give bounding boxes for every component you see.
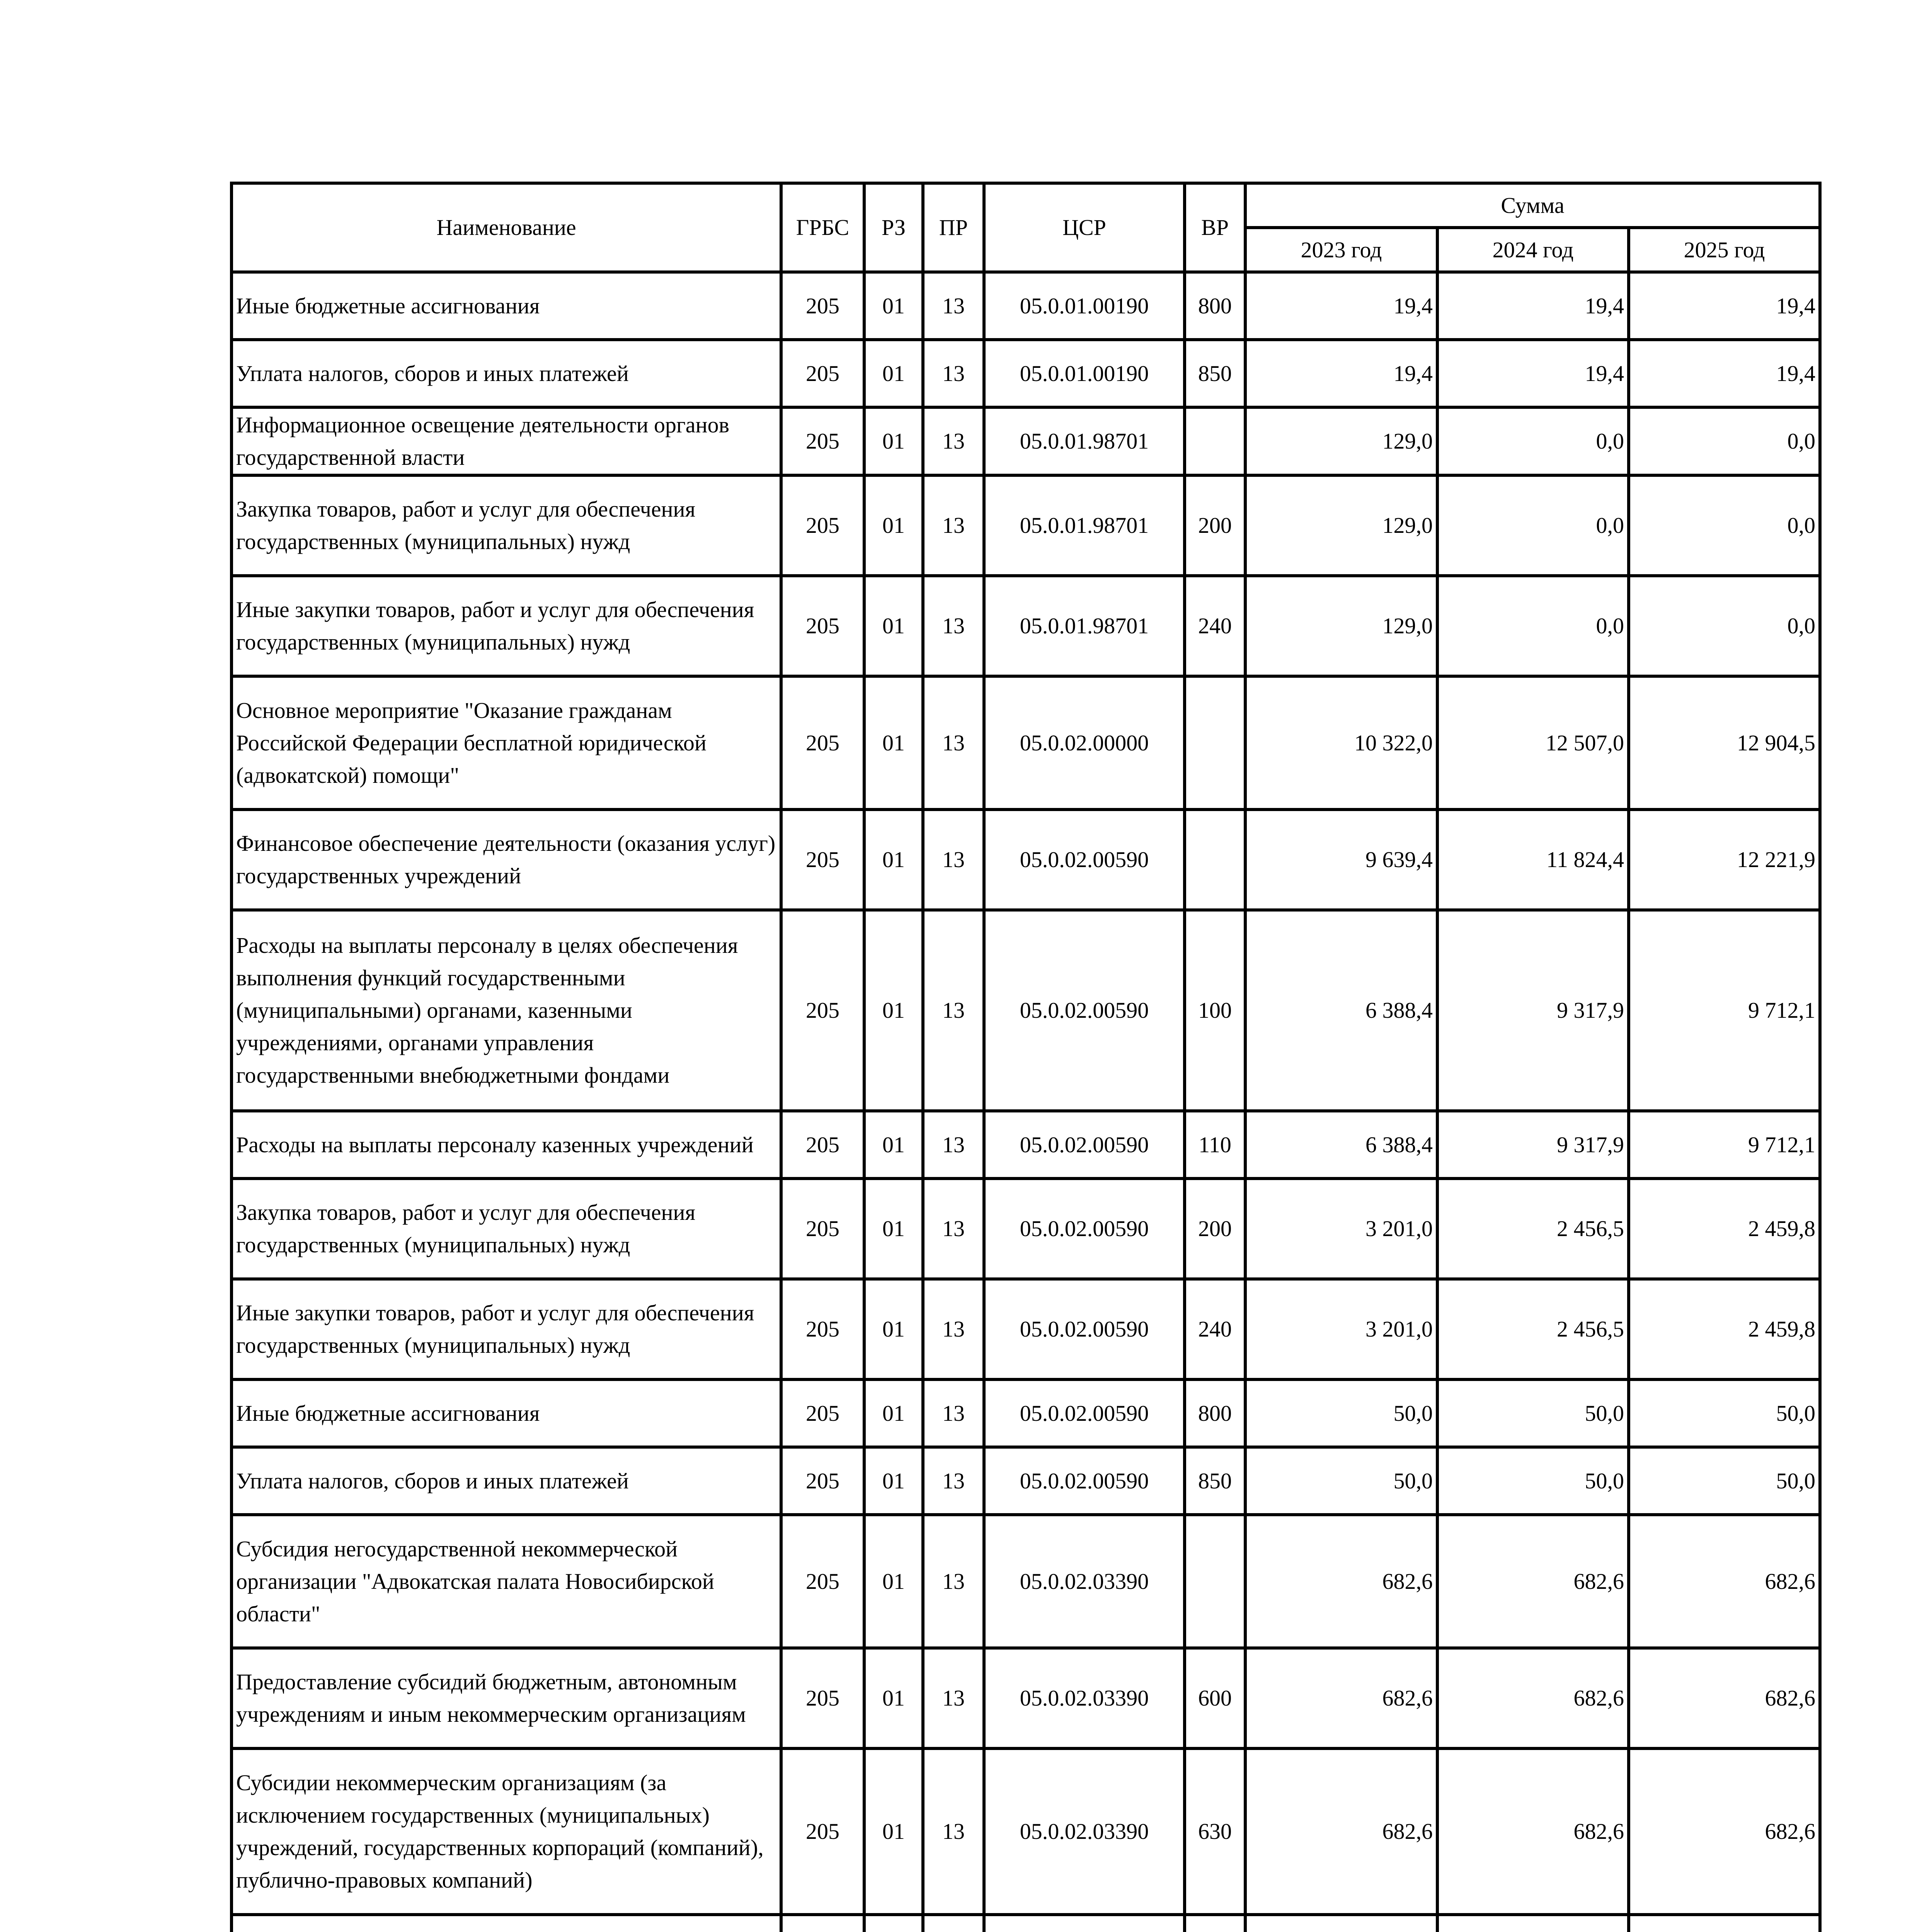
table-cell-pr: 13 (923, 1648, 984, 1748)
table-cell-2024 (1437, 1915, 1629, 1932)
table-cell-2024: 0,0 (1437, 576, 1629, 676)
table-row (232, 1447, 1820, 1515)
table-cell-name: Уплата налогов, сборов и иных платежей (232, 1447, 781, 1515)
table-cell-2024: 2 456,5 (1437, 1179, 1629, 1279)
table-cell-csr: 05.0.02.00590 (984, 1279, 1185, 1379)
table-cell-grbs: 205 (781, 676, 864, 810)
table-cell-name: Информационное освещение деятельности органов государственной власти (232, 407, 781, 475)
table-cell-2025: 19,4 (1629, 272, 1820, 340)
table-cell-csr (984, 1915, 1185, 1932)
table-cell-vr: 800 (1185, 272, 1245, 340)
table-cell-rz: 01 (864, 576, 923, 676)
table-row (232, 1515, 1820, 1648)
table-cell-2025: 682,6 (1629, 1748, 1820, 1915)
header-year-2023: 2023 год (1245, 228, 1437, 272)
table-cell-pr: 13 (923, 810, 984, 910)
table-cell-vr: 600 (1185, 1648, 1245, 1748)
table-row (232, 1379, 1820, 1447)
table-cell-pr: 13 (923, 407, 984, 475)
table-cell-csr: 05.0.02.03390 (984, 1515, 1185, 1648)
table-row (232, 475, 1820, 576)
table-cell-rz: 01 (864, 272, 923, 340)
table-cell-grbs: 205 (781, 407, 864, 475)
table-cell-pr: 13 (923, 1515, 984, 1648)
table-cell-2024: 50,0 (1437, 1447, 1629, 1515)
table-cell-2025: 9 712,1 (1629, 910, 1820, 1111)
table-row (232, 1748, 1820, 1915)
table-cell-2023: 129,0 (1245, 576, 1437, 676)
table-cell-grbs: 205 (781, 1515, 864, 1648)
table-cell-pr: 13 (923, 340, 984, 407)
table-cell-2023: 129,0 (1245, 475, 1437, 576)
header-year-2025: 2025 год (1629, 228, 1820, 272)
table-cell-name: Иные бюджетные ассигнования (232, 1379, 781, 1447)
header-rz: РЗ (864, 183, 923, 272)
table-row (232, 272, 1820, 340)
table-cell-rz: 01 (864, 1279, 923, 1379)
table-cell-csr: 05.0.01.00190 (984, 340, 1185, 407)
table-cell-vr: 630 (1185, 1748, 1245, 1915)
table-cell-vr: 240 (1185, 1279, 1245, 1379)
table-cell-rz: 01 (864, 340, 923, 407)
table-cell-name: Иные закупки товаров, работ и услуг для обеспечения государственных (муниципальных) нужд (232, 1279, 781, 1379)
table-cell-name: Предоставление субсидий бюджетным, автономным учреждениям и иным некоммерческим организациям (232, 1648, 781, 1748)
table-cell-rz (864, 1915, 923, 1932)
table-cell-pr: 13 (923, 1379, 984, 1447)
table-cell-grbs: 205 (781, 910, 864, 1111)
table-cell-2024: 50,0 (1437, 1379, 1629, 1447)
table-cell-vr (1185, 676, 1245, 810)
table-row (232, 676, 1820, 810)
table-cell-rz: 01 (864, 1179, 923, 1279)
table-cell-csr: 05.0.02.03390 (984, 1648, 1185, 1748)
table-cell-csr: 05.0.02.00000 (984, 676, 1185, 810)
header-pr: ПР (923, 183, 984, 272)
table-cell-rz: 01 (864, 910, 923, 1111)
table-cell-2023: 6 388,4 (1245, 1111, 1437, 1179)
table-row (232, 407, 1820, 475)
table-cell-rz: 01 (864, 1748, 923, 1915)
table-cell-2025: 12 904,5 (1629, 676, 1820, 810)
header-sum: Сумма (1245, 183, 1820, 228)
table-cell-2025 (1629, 1915, 1820, 1932)
table-cell-csr: 05.0.02.00590 (984, 1111, 1185, 1179)
table-cell-name: Расходы на выплаты персоналу в целях обеспечения выполнения функций государственными (муниципальными) органами, казенными учреждениями, органами управления государственными внебюджетными фондами (232, 910, 781, 1111)
table-row (232, 1179, 1820, 1279)
table-cell-2025: 50,0 (1629, 1379, 1820, 1447)
table-cell-2025: 2 459,8 (1629, 1279, 1820, 1379)
table-cell-2024: 682,6 (1437, 1515, 1629, 1648)
table-cell-grbs: 205 (781, 272, 864, 340)
table-cell-csr: 05.0.01.98701 (984, 475, 1185, 576)
table-cell-2023: 3 201,0 (1245, 1279, 1437, 1379)
table-cell-2024: 9 317,9 (1437, 910, 1629, 1111)
table-cell-csr: 05.0.02.00590 (984, 1379, 1185, 1447)
table-cell-csr: 05.0.02.00590 (984, 910, 1185, 1111)
table-cell-2024: 0,0 (1437, 407, 1629, 475)
table-cell-rz: 01 (864, 407, 923, 475)
table-row (232, 576, 1820, 676)
table-cell-2023: 6 388,4 (1245, 910, 1437, 1111)
table-cell-2025: 0,0 (1629, 407, 1820, 475)
table-cell-rz: 01 (864, 1447, 923, 1515)
table-cell-vr: 240 (1185, 576, 1245, 676)
table-row (232, 1279, 1820, 1379)
table-cell-pr: 13 (923, 1279, 984, 1379)
table-cell-pr: 13 (923, 576, 984, 676)
table-cell-rz: 01 (864, 676, 923, 810)
table-cell-name: Закупка товаров, работ и услуг для обеспечения государственных (муниципальных) нужд (232, 1179, 781, 1279)
table-cell-2024: 682,6 (1437, 1748, 1629, 1915)
table-cell-pr: 13 (923, 1179, 984, 1279)
table-cell-grbs: 205 (781, 1648, 864, 1748)
table-cell-name: Субсидия негосударственной некоммерческой организации "Адвокатская палата Новосибирской области" (232, 1515, 781, 1648)
table-cell-vr: 100 (1185, 910, 1245, 1111)
table-cell-csr: 05.0.01.98701 (984, 407, 1185, 475)
table-cell-csr: 05.0.02.00590 (984, 810, 1185, 910)
table-cell-name: Расходы на выплаты персоналу казенных учреждений (232, 1111, 781, 1179)
table-cell-pr: 13 (923, 475, 984, 576)
table-row (232, 340, 1820, 407)
table-cell-2025: 50,0 (1629, 1447, 1820, 1515)
table-cell-grbs: 205 (781, 340, 864, 407)
table-cell-pr: 13 (923, 1748, 984, 1915)
table-cell-2024: 19,4 (1437, 340, 1629, 407)
table-cell-pr: 13 (923, 910, 984, 1111)
table-cell-2025: 12 221,9 (1629, 810, 1820, 910)
header-name: Наименование (232, 183, 781, 272)
table-cell-vr: 200 (1185, 1179, 1245, 1279)
table-cell-vr (1185, 1515, 1245, 1648)
table-cell-grbs: 205 (781, 1279, 864, 1379)
table-cell-csr: 05.0.02.00590 (984, 1447, 1185, 1515)
table-cell-rz: 01 (864, 475, 923, 576)
table-cell-2025: 2 459,8 (1629, 1179, 1820, 1279)
table-cell-grbs: 205 (781, 1748, 864, 1915)
table-cell-vr: 850 (1185, 340, 1245, 407)
table-cell-2023: 682,6 (1245, 1648, 1437, 1748)
header-year-2024: 2024 год (1437, 228, 1629, 272)
table-cell-2024: 11 824,4 (1437, 810, 1629, 910)
table-cell-grbs: 205 (781, 1447, 864, 1515)
table-cell-pr: 13 (923, 1447, 984, 1515)
table-cell-rz: 01 (864, 810, 923, 910)
header-grbs: ГРБС (781, 183, 864, 272)
table-cell-2025: 19,4 (1629, 340, 1820, 407)
table-cell-vr: 850 (1185, 1447, 1245, 1515)
table-cell-2023: 3 201,0 (1245, 1179, 1437, 1279)
table-row (232, 1915, 1820, 1932)
table-cell-rz: 01 (864, 1111, 923, 1179)
table-cell-2025: 682,6 (1629, 1648, 1820, 1748)
table-cell-grbs: 205 (781, 1179, 864, 1279)
table-cell-2023: 682,6 (1245, 1748, 1437, 1915)
table-cell-csr: 05.0.01.98701 (984, 576, 1185, 676)
table-cell-grbs: 205 (781, 810, 864, 910)
table-cell-2023: 19,4 (1245, 340, 1437, 407)
table-cell-name: Закупка товаров, работ и услуг для обеспечения государственных (муниципальных) нужд (232, 475, 781, 576)
table-cell-vr: 200 (1185, 475, 1245, 576)
table-cell-vr (1185, 1915, 1245, 1932)
table-cell-pr: 13 (923, 676, 984, 810)
table-cell-pr: 13 (923, 1111, 984, 1179)
table-cell-grbs: 205 (781, 475, 864, 576)
table-cell-grbs: 205 (781, 1379, 864, 1447)
table-cell-csr: 05.0.02.00590 (984, 1179, 1185, 1279)
table-body (232, 272, 1820, 1932)
table-cell-2025: 0,0 (1629, 475, 1820, 576)
table-cell-name: Иные бюджетные ассигнования (232, 272, 781, 340)
table-cell-2024: 12 507,0 (1437, 676, 1629, 810)
table-cell-rz: 01 (864, 1379, 923, 1447)
table-cell-csr: 05.0.02.03390 (984, 1748, 1185, 1915)
table-cell-rz: 01 (864, 1515, 923, 1648)
table-cell-2023: 50,0 (1245, 1447, 1437, 1515)
table-cell-2025: 682,6 (1629, 1515, 1820, 1648)
table-cell-2024: 0,0 (1437, 475, 1629, 576)
table-row (232, 810, 1820, 910)
header-csr: ЦСР (984, 183, 1185, 272)
table-cell-vr: 110 (1185, 1111, 1245, 1179)
budget-table (230, 182, 1822, 1932)
table-cell-grbs: 205 (781, 576, 864, 676)
table-cell-name: Уплата налогов, сборов и иных платежей (232, 340, 781, 407)
table-row (232, 1648, 1820, 1748)
table-cell-2023: 9 639,4 (1245, 810, 1437, 910)
table-row (232, 1111, 1820, 1179)
table-cell-vr (1185, 810, 1245, 910)
table-cell-vr (1185, 407, 1245, 475)
table-cell-2024: 9 317,9 (1437, 1111, 1629, 1179)
table-cell-name: Иные закупки товаров, работ и услуг для обеспечения государственных (муниципальных) нужд (232, 576, 781, 676)
table-cell-2025: 0,0 (1629, 576, 1820, 676)
table-cell-grbs: 205 (781, 1111, 864, 1179)
table-cell-pr (923, 1915, 984, 1932)
table-cell-2025: 9 712,1 (1629, 1111, 1820, 1179)
table-cell-2023: 19,4 (1245, 272, 1437, 340)
table-cell-name (232, 1915, 781, 1932)
table-cell-name: Основное мероприятие "Оказание гражданам Российской Федерации бесплатной юридической (адвокатской) помощи" (232, 676, 781, 810)
table-cell-2023: 50,0 (1245, 1379, 1437, 1447)
table-cell-2023: 10 322,0 (1245, 676, 1437, 810)
header-vr: ВР (1185, 183, 1245, 272)
table-cell-name: Субсидии некоммерческим организациям (за исключением государственных (муниципальных) учреждений, государственных корпораций (компаний), публично-правовых компаний) (232, 1748, 781, 1915)
table-cell-2023: 682,6 (1245, 1515, 1437, 1648)
table-row (232, 910, 1820, 1111)
table-cell-vr: 800 (1185, 1379, 1245, 1447)
table-cell-grbs (781, 1915, 864, 1932)
table-cell-rz: 01 (864, 1648, 923, 1748)
table-cell-2023: 129,0 (1245, 407, 1437, 475)
table-cell-2024: 2 456,5 (1437, 1279, 1629, 1379)
table-cell-2024: 682,6 (1437, 1648, 1629, 1748)
table-cell-2024: 19,4 (1437, 272, 1629, 340)
table-cell-2023 (1245, 1915, 1437, 1932)
table-cell-pr: 13 (923, 272, 984, 340)
table-cell-csr: 05.0.01.00190 (984, 272, 1185, 340)
table-cell-name: Финансовое обеспечение деятельности (оказания услуг) государственных учреждений (232, 810, 781, 910)
